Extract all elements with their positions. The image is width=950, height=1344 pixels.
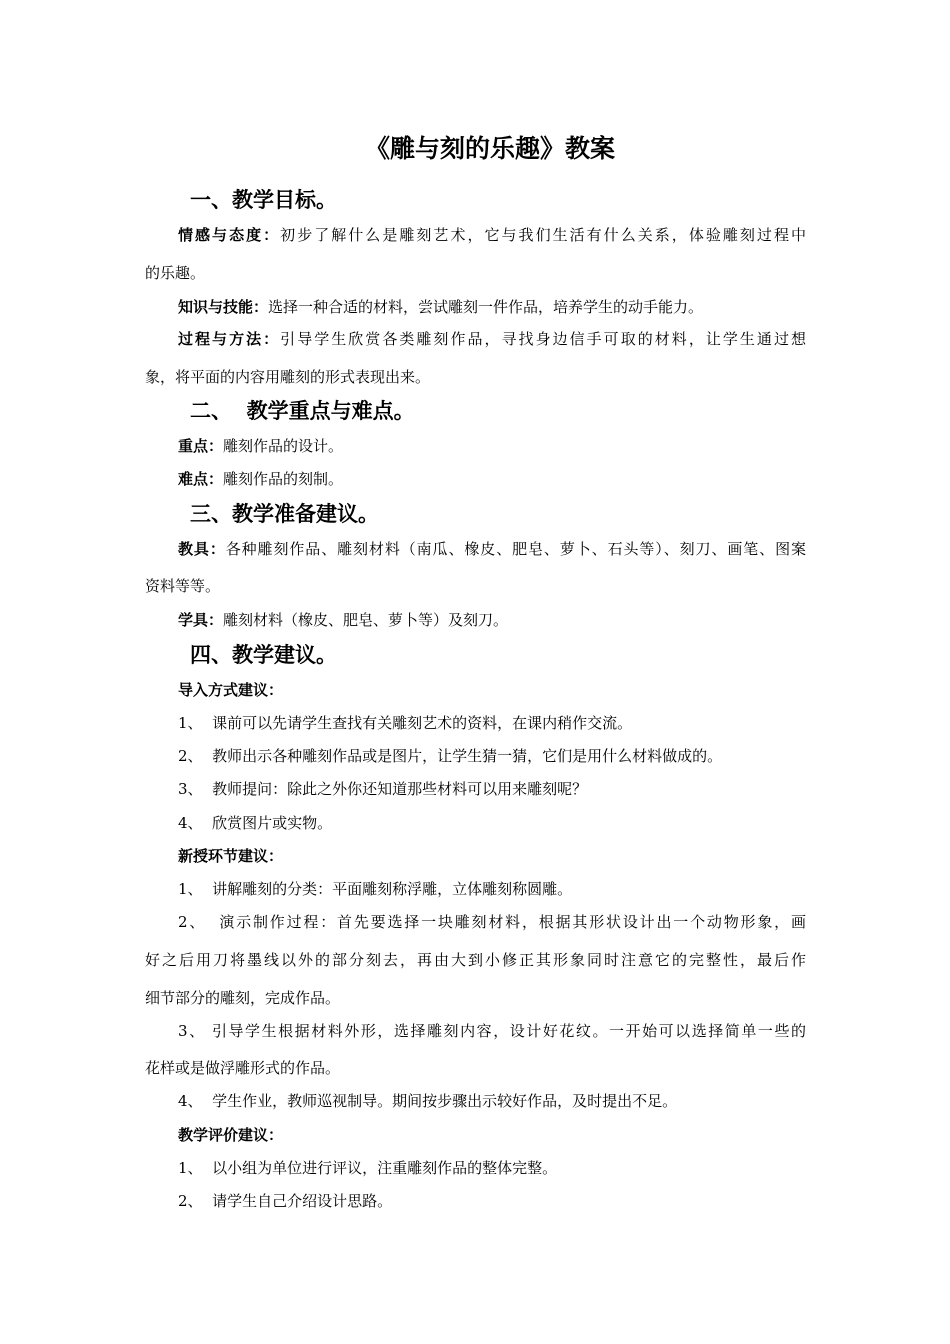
paragraph-attitude (178, 224, 806, 246)
paragraph-keypoint (178, 435, 343, 457)
paragraph-process (178, 328, 806, 350)
list-item-continued: 细节部分的雕刻，完成作品。 (145, 989, 341, 1007)
label-process: 过程与方法： (178, 330, 281, 348)
text-process-a: 引导学生欣赏各类雕刻作品，寻找身边信手可取的材料，让学生通过想 (280, 330, 806, 348)
list-item: 2、 演示制作过程：首先要选择一块雕刻材料，根据其形状设计出一个动物形象，画 (178, 913, 806, 931)
list-item-continued: 好之后用刀将墨线以外的部分刻去，再由大到小修正其形象同时注意它的完整性，最后作 (145, 951, 806, 969)
text-skills: 选择一种合适的材料，尝试雕刻一件作品，培养学生的动手能力。 (268, 298, 704, 316)
list-item: 3、 教师提问：除此之外你还知道那些材料可以用来雕刻呢？ (178, 780, 588, 798)
section-heading-objectives: 一、教学目标。 (190, 187, 337, 212)
list-item: 4、 欣赏图片或实物。 (178, 814, 333, 832)
text-process-b: 象，将平面的内容用雕刻的形式表现出来。 (145, 368, 431, 386)
label-teaching-aids: 教具： (178, 540, 226, 558)
subheading-new-lesson: 新授环节建议： (178, 847, 284, 865)
label-attitude: 情感与态度： (178, 226, 281, 244)
label-skills: 知识与技能： (178, 298, 269, 316)
text-student-tools: 雕刻材料（橡皮、肥皂、萝卜等）及刻刀。 (223, 611, 509, 629)
section-heading-suggestions: 四、教学建议。 (190, 642, 337, 667)
subheading-evaluation: 教学评价建议： (178, 1126, 284, 1144)
list-item-continued: 花样或是做浮雕形式的作品。 (145, 1059, 341, 1077)
paragraph-teaching-aids (178, 538, 806, 560)
text-attitude-a: 初步了解什么是雕刻艺术，它与我们生活有什么关系，体验雕刻过程中 (280, 226, 806, 244)
paragraph-student-tools (178, 609, 508, 631)
text-teaching-aids-a: 各种雕刻作品、雕刻材料（南瓜、橡皮、肥皂、萝卜、石头等）、刻刀、画笔、图案 (225, 540, 806, 558)
label-keypoint: 重点： (178, 437, 224, 455)
text-attitude-b: 的乐趣。 (145, 264, 206, 282)
page-title: 《雕与刻的乐趣》教案 (364, 134, 615, 163)
text-difficulty: 雕刻作品的刻制。 (223, 470, 344, 488)
section-heading-keypoints: 二、 教学重点与难点。 (190, 398, 415, 423)
section-heading-preparation: 三、教学准备建议。 (190, 501, 379, 526)
paragraph-skills (178, 296, 703, 318)
list-item: 1、 以小组为单位进行评议，注重雕刻作品的整体完整。 (178, 1159, 558, 1177)
text-teaching-aids-b: 资料等等。 (145, 577, 221, 595)
list-item: 1、 讲解雕刻的分类：平面雕刻称浮雕，立体雕刻称圆雕。 (178, 880, 573, 898)
subheading-introduction: 导入方式建议： (178, 681, 284, 699)
paragraph-difficulty (178, 468, 343, 490)
text-keypoint: 雕刻作品的设计。 (223, 437, 344, 455)
list-item: 2、 请学生自己介绍设计思路。 (178, 1192, 393, 1210)
list-item: 3、 引导学生根据材料外形，选择雕刻内容，设计好花纹。一开始可以选择简单一些的 (178, 1022, 806, 1040)
list-item: 2、 教师出示各种雕刻作品或是图片，让学生猜一猜，它们是用什么材料做成的。 (178, 747, 723, 765)
label-difficulty: 难点： (178, 470, 224, 488)
list-item: 4、 学生作业，教师巡视制导。期间按步骤出示较好作品，及时提出不足。 (178, 1092, 678, 1110)
label-student-tools: 学具： (178, 611, 224, 629)
list-item: 1、 课前可以先请学生查找有关雕刻艺术的资料，在课内稍作交流。 (178, 714, 633, 732)
